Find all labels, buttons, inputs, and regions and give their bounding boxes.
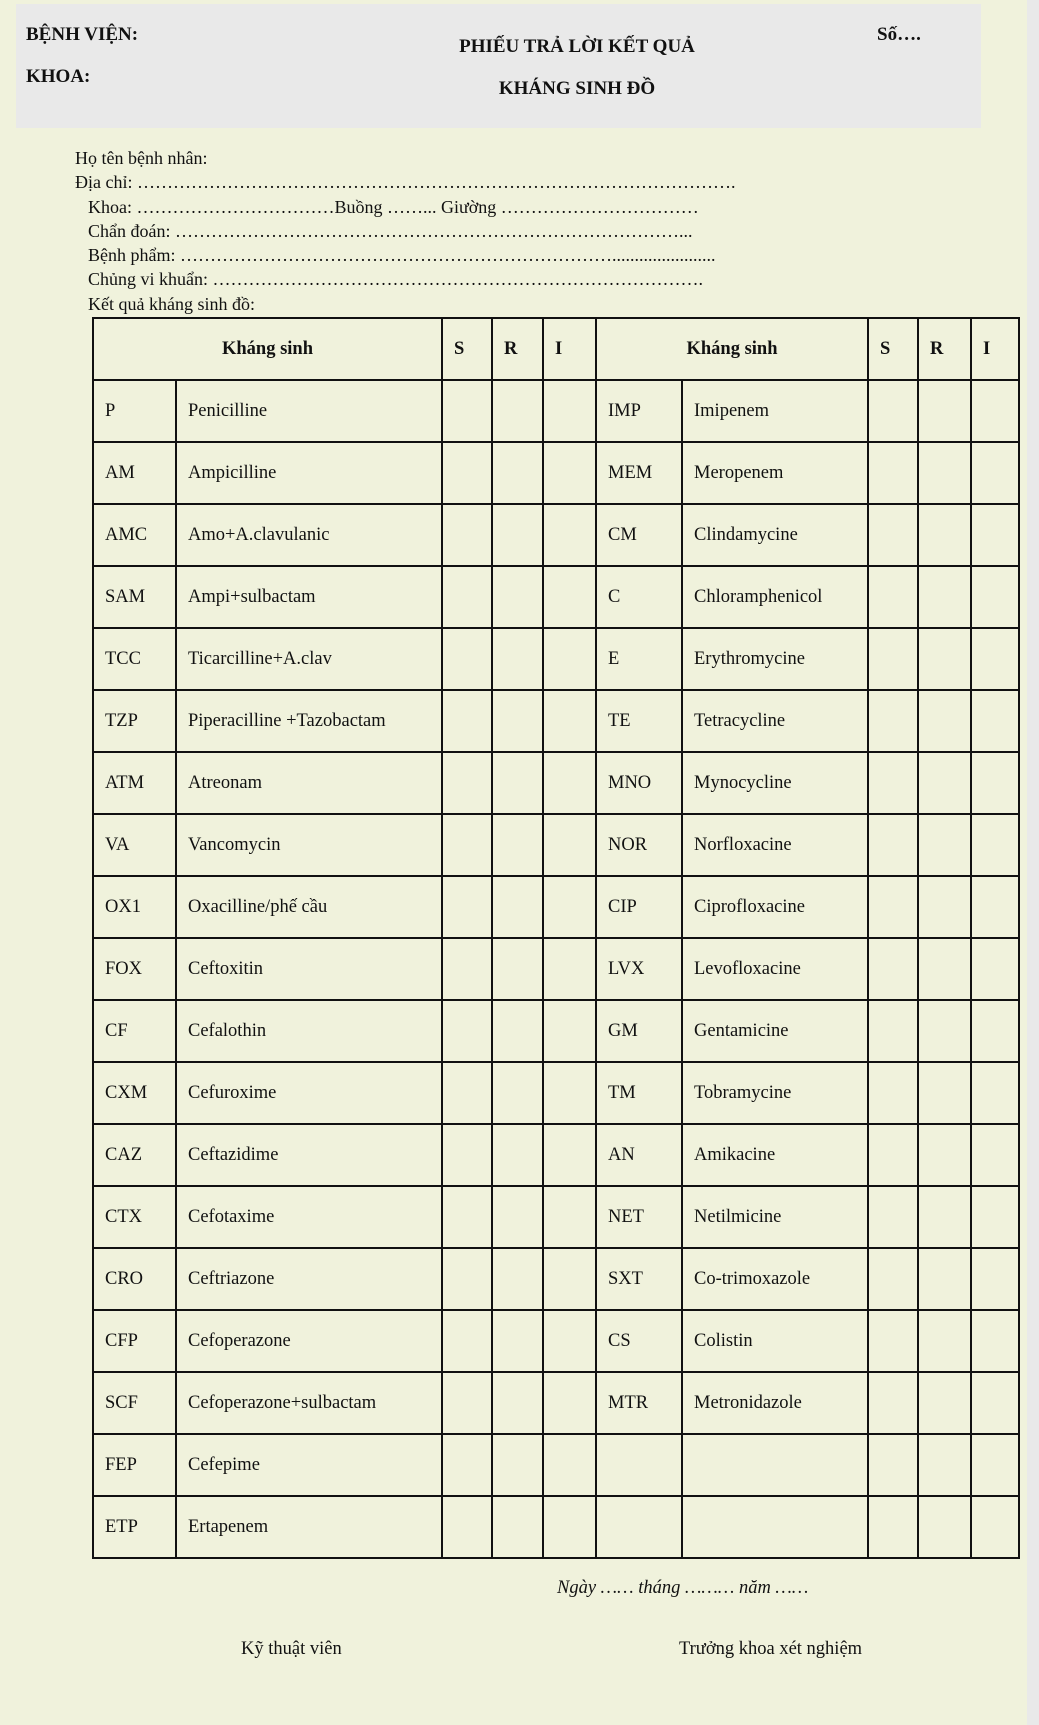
right-s-cell[interactable] — [868, 1372, 918, 1434]
left-r-cell[interactable] — [492, 1000, 543, 1062]
ward-dots: …………………………… — [132, 196, 335, 217]
table-row — [93, 1434, 1019, 1496]
right-s-cell[interactable] — [868, 1496, 918, 1558]
diagnosis-field[interactable] — [75, 219, 735, 243]
right-name-cell: Metronidazole — [682, 1372, 868, 1434]
right-r-cell[interactable] — [918, 814, 971, 876]
right-r-cell[interactable] — [918, 1186, 971, 1248]
diagnosis-dots: …………………………………………………………………………... — [170, 220, 693, 241]
left-s-cell[interactable] — [442, 690, 492, 752]
right-name-cell: Erythromycine — [682, 628, 868, 690]
left-r-cell[interactable] — [492, 690, 543, 752]
right-i-cell[interactable] — [971, 628, 1019, 690]
left-name-cell: Piperacilline +Tazobactam — [176, 690, 442, 752]
left-code-cell: VA — [93, 814, 176, 876]
result-label: Kết quả kháng sinh đồ: — [88, 293, 255, 314]
right-r-cell[interactable] — [918, 504, 971, 566]
right-s-cell[interactable] — [868, 442, 918, 504]
left-r-cell[interactable] — [492, 814, 543, 876]
left-i-cell[interactable] — [543, 1310, 596, 1372]
room-dots: ……... — [382, 196, 442, 217]
left-name-cell: Cefoperazone+sulbactam — [176, 1372, 442, 1434]
left-code-cell: AMC — [93, 504, 176, 566]
right-code-cell: MTR — [596, 1372, 682, 1434]
right-name-cell: Levofloxacine — [682, 938, 868, 1000]
left-s-cell[interactable] — [442, 1496, 492, 1558]
address-dots: ………………………………………………………………………………………. — [132, 172, 736, 193]
left-name-cell: Cefepime — [176, 1434, 442, 1496]
left-i-cell[interactable] — [543, 690, 596, 752]
left-r-cell[interactable] — [492, 1248, 543, 1310]
right-code-cell: C — [596, 566, 682, 628]
left-r-cell[interactable] — [492, 1310, 543, 1372]
result-heading — [75, 292, 735, 316]
table-row — [93, 380, 1019, 442]
table-row — [93, 876, 1019, 938]
right-s-cell[interactable] — [868, 1434, 918, 1496]
right-name-cell: Meropenem — [682, 442, 868, 504]
left-code-cell: SAM — [93, 566, 176, 628]
right-i-cell[interactable] — [971, 504, 1019, 566]
left-s-cell[interactable] — [442, 1310, 492, 1372]
form-header — [16, 4, 981, 128]
left-code-cell: FEP — [93, 1434, 176, 1496]
right-r-cell[interactable] — [918, 1062, 971, 1124]
table-row — [93, 1186, 1019, 1248]
right-s-cell[interactable] — [868, 938, 918, 1000]
lab-head-signature-label: Trưởng khoa xét nghiệm — [679, 1639, 863, 1659]
specimen-dots: ………………………………………………………………....................... — [175, 245, 716, 266]
left-i-cell[interactable] — [543, 628, 596, 690]
left-code-cell: TCC — [93, 628, 176, 690]
right-code-cell: CM — [596, 504, 682, 566]
right-code-cell: CS — [596, 1310, 682, 1372]
right-code-cell: NET — [596, 1186, 682, 1248]
right-s-cell[interactable] — [868, 876, 918, 938]
left-i-cell[interactable] — [543, 876, 596, 938]
left-code-cell: CF — [93, 1000, 176, 1062]
right-code-cell: GM — [596, 1000, 682, 1062]
patient-name-label: Họ tên bệnh nhân: — [75, 148, 208, 168]
right-i-cell[interactable] — [971, 690, 1019, 752]
right-r-cell[interactable] — [918, 1000, 971, 1062]
right-code-cell: SXT — [596, 1248, 682, 1310]
right-s-cell[interactable] — [868, 1248, 918, 1310]
table-row — [93, 690, 1019, 752]
right-i-cell[interactable] — [971, 1310, 1019, 1372]
right-code-cell — [596, 1434, 682, 1496]
right-s-cell[interactable] — [868, 1124, 918, 1186]
right-s-cell[interactable] — [868, 690, 918, 752]
left-i-cell[interactable] — [543, 504, 596, 566]
header-i-right: I — [971, 318, 1019, 380]
left-r-cell[interactable] — [492, 752, 543, 814]
left-r-cell[interactable] — [492, 1434, 543, 1496]
right-i-cell[interactable] — [971, 1186, 1019, 1248]
left-s-cell[interactable] — [442, 442, 492, 504]
right-code-cell: E — [596, 628, 682, 690]
right-i-cell[interactable] — [971, 1062, 1019, 1124]
left-name-cell: Oxacilline/phế cầu — [176, 876, 442, 938]
table-row — [93, 504, 1019, 566]
left-s-cell[interactable] — [442, 814, 492, 876]
right-i-cell[interactable] — [971, 938, 1019, 1000]
right-i-cell[interactable] — [971, 1434, 1019, 1496]
left-i-cell[interactable] — [543, 1496, 596, 1558]
left-s-cell[interactable] — [442, 938, 492, 1000]
right-name-cell: Co-trimoxazole — [682, 1248, 868, 1310]
right-name-cell: Amikacine — [682, 1124, 868, 1186]
left-code-cell: CTX — [93, 1186, 176, 1248]
left-i-cell[interactable] — [543, 1248, 596, 1310]
right-name-cell: Ciprofloxacine — [682, 876, 868, 938]
left-code-cell: ATM — [93, 752, 176, 814]
left-name-cell: Cefuroxime — [176, 1062, 442, 1124]
patient-name-field[interactable] — [75, 146, 735, 170]
header-i-left: I — [543, 318, 596, 380]
left-i-cell[interactable] — [543, 752, 596, 814]
date-line: Ngày …… tháng ……… năm …… — [557, 1578, 809, 1598]
specimen-field[interactable] — [75, 243, 735, 267]
header-r-right: R — [918, 318, 971, 380]
right-r-cell[interactable] — [918, 566, 971, 628]
left-code-cell: FOX — [93, 938, 176, 1000]
right-name-cell: Colistin — [682, 1310, 868, 1372]
bacteria-strain-field[interactable] — [75, 267, 735, 291]
left-i-cell[interactable] — [543, 1434, 596, 1496]
right-s-cell[interactable] — [868, 752, 918, 814]
left-s-cell[interactable] — [442, 1062, 492, 1124]
left-s-cell[interactable] — [442, 1186, 492, 1248]
right-i-cell[interactable] — [971, 1248, 1019, 1310]
right-code-cell: TE — [596, 690, 682, 752]
left-code-cell: CXM — [93, 1062, 176, 1124]
left-s-cell[interactable] — [442, 504, 492, 566]
right-name-cell — [682, 1434, 868, 1496]
left-r-cell[interactable] — [492, 1496, 543, 1558]
header-s-right: S — [868, 318, 918, 380]
table-row — [93, 628, 1019, 690]
left-i-cell[interactable] — [543, 380, 596, 442]
right-code-cell — [596, 1496, 682, 1558]
table-row — [93, 1062, 1019, 1124]
left-r-cell[interactable] — [492, 628, 543, 690]
right-s-cell[interactable] — [868, 814, 918, 876]
form-number-label: Số…. — [877, 24, 921, 45]
right-i-cell[interactable] — [971, 1124, 1019, 1186]
right-code-cell: LVX — [596, 938, 682, 1000]
right-r-cell[interactable] — [918, 876, 971, 938]
table-row — [93, 1248, 1019, 1310]
left-code-cell: OX1 — [93, 876, 176, 938]
right-name-cell: Tobramycine — [682, 1062, 868, 1124]
right-code-cell: TM — [596, 1062, 682, 1124]
left-r-cell[interactable] — [492, 1372, 543, 1434]
left-name-cell: Ertapenem — [176, 1496, 442, 1558]
table-row — [93, 814, 1019, 876]
left-s-cell[interactable] — [442, 628, 492, 690]
right-code-cell: NOR — [596, 814, 682, 876]
right-name-cell: Netilmicine — [682, 1186, 868, 1248]
left-name-cell: Amo+A.clavulanic — [176, 504, 442, 566]
right-name-cell: Gentamicine — [682, 1000, 868, 1062]
left-name-cell: Cefotaxime — [176, 1186, 442, 1248]
right-s-cell[interactable] — [868, 1310, 918, 1372]
left-i-cell[interactable] — [543, 1372, 596, 1434]
room-label: Buồng — [334, 196, 383, 217]
left-name-cell: Ampi+sulbactam — [176, 566, 442, 628]
left-s-cell[interactable] — [442, 1434, 492, 1496]
left-i-cell[interactable] — [543, 442, 596, 504]
left-s-cell[interactable] — [442, 752, 492, 814]
table-row — [93, 1496, 1019, 1558]
right-i-cell[interactable] — [971, 1372, 1019, 1434]
left-i-cell[interactable] — [543, 1124, 596, 1186]
antibiogram-table — [92, 317, 1020, 1559]
table-row — [93, 1372, 1019, 1434]
left-code-cell: SCF — [93, 1372, 176, 1434]
left-name-cell: Ampicilline — [176, 442, 442, 504]
right-code-cell: MEM — [596, 442, 682, 504]
right-code-cell: AN — [596, 1124, 682, 1186]
bacteria-dots: ………………………………………………………………………. — [208, 269, 703, 290]
header-antibiotic-right: Kháng sinh — [596, 318, 868, 380]
left-code-cell: CRO — [93, 1248, 176, 1310]
right-i-cell[interactable] — [971, 876, 1019, 938]
right-r-cell[interactable] — [918, 1310, 971, 1372]
left-i-cell[interactable] — [543, 1000, 596, 1062]
table-body — [93, 380, 1019, 1558]
right-s-cell[interactable] — [868, 1186, 918, 1248]
right-r-cell[interactable] — [918, 1248, 971, 1310]
right-r-cell[interactable] — [918, 1372, 971, 1434]
right-s-cell[interactable] — [868, 380, 918, 442]
right-i-cell[interactable] — [971, 814, 1019, 876]
technician-signature-label: Kỹ thuật viên — [241, 1639, 342, 1659]
left-name-cell: Ticarcilline+A.clav — [176, 628, 442, 690]
left-s-cell[interactable] — [442, 876, 492, 938]
left-r-cell[interactable] — [492, 442, 543, 504]
left-name-cell: Ceftoxitin — [176, 938, 442, 1000]
hospital-label: BỆNH VIỆN: — [26, 24, 139, 45]
left-r-cell[interactable] — [492, 938, 543, 1000]
right-s-cell[interactable] — [868, 628, 918, 690]
left-i-cell[interactable] — [543, 814, 596, 876]
left-name-cell: Cefalothin — [176, 1000, 442, 1062]
patient-info-block — [75, 146, 735, 316]
table-row — [93, 1000, 1019, 1062]
right-name-cell: Clindamycine — [682, 504, 868, 566]
table-row — [93, 1310, 1019, 1372]
table-row — [93, 752, 1019, 814]
right-i-cell[interactable] — [971, 1000, 1019, 1062]
left-r-cell[interactable] — [492, 1062, 543, 1124]
left-s-cell[interactable] — [442, 1000, 492, 1062]
page-edge-strip — [1027, 0, 1039, 1725]
right-name-cell: Mynocycline — [682, 752, 868, 814]
specimen-label: Bệnh phẩm: — [88, 245, 176, 266]
right-r-cell[interactable] — [918, 628, 971, 690]
left-s-cell[interactable] — [442, 1124, 492, 1186]
right-s-cell[interactable] — [868, 566, 918, 628]
left-name-cell: Atreonam — [176, 752, 442, 814]
right-code-cell: IMP — [596, 380, 682, 442]
right-r-cell[interactable] — [918, 1124, 971, 1186]
left-r-cell[interactable] — [492, 1186, 543, 1248]
address-field[interactable] — [75, 170, 735, 194]
left-code-cell: ETP — [93, 1496, 176, 1558]
table-row — [93, 442, 1019, 504]
bacteria-label: Chủng vi khuẩn: — [88, 269, 208, 290]
right-i-cell[interactable] — [971, 1496, 1019, 1558]
form-title-line1: PHIẾU TRẢ LỜI KẾT QUẢ — [459, 36, 695, 57]
header-antibiotic-left: Kháng sinh — [93, 318, 442, 380]
table-row — [93, 938, 1019, 1000]
left-name-cell: Ceftazidime — [176, 1124, 442, 1186]
right-r-cell[interactable] — [918, 1496, 971, 1558]
right-name-cell: Tetracycline — [682, 690, 868, 752]
right-code-cell: CIP — [596, 876, 682, 938]
left-s-cell[interactable] — [442, 1248, 492, 1310]
header-r-left: R — [492, 318, 543, 380]
left-s-cell[interactable] — [442, 1372, 492, 1434]
right-name-cell: Norfloxacine — [682, 814, 868, 876]
left-code-cell: CFP — [93, 1310, 176, 1372]
right-name-cell: Chloramphenicol — [682, 566, 868, 628]
table-row — [93, 566, 1019, 628]
diagnosis-label: Chẩn đoán: — [88, 220, 171, 241]
left-i-cell[interactable] — [543, 1186, 596, 1248]
left-i-cell[interactable] — [543, 938, 596, 1000]
left-i-cell[interactable] — [543, 1062, 596, 1124]
right-r-cell[interactable] — [918, 938, 971, 1000]
right-s-cell[interactable] — [868, 1062, 918, 1124]
left-s-cell[interactable] — [442, 380, 492, 442]
header-s-left: S — [442, 318, 492, 380]
right-i-cell[interactable] — [971, 442, 1019, 504]
department-label: KHOA: — [26, 66, 91, 87]
ward-label: Khoa: — [88, 196, 132, 217]
left-name-cell: Vancomycin — [176, 814, 442, 876]
form-title-line2: KHÁNG SINH ĐỒ — [498, 78, 656, 99]
right-i-cell[interactable] — [971, 380, 1019, 442]
left-code-cell: P — [93, 380, 176, 442]
left-name-cell: Ceftriazone — [176, 1248, 442, 1310]
left-r-cell[interactable] — [492, 380, 543, 442]
ward-room-bed-field[interactable] — [75, 195, 735, 219]
left-r-cell[interactable] — [492, 876, 543, 938]
table-row — [93, 1124, 1019, 1186]
right-r-cell[interactable] — [918, 1434, 971, 1496]
right-code-cell: MNO — [596, 752, 682, 814]
left-i-cell[interactable] — [543, 566, 596, 628]
left-r-cell[interactable] — [492, 566, 543, 628]
left-name-cell: Penicilline — [176, 380, 442, 442]
left-code-cell: CAZ — [93, 1124, 176, 1186]
right-name-cell — [682, 1496, 868, 1558]
right-r-cell[interactable] — [918, 380, 971, 442]
right-r-cell[interactable] — [918, 752, 971, 814]
address-label: Địa chỉ: — [75, 172, 133, 193]
right-s-cell[interactable] — [868, 504, 918, 566]
left-name-cell: Cefoperazone — [176, 1310, 442, 1372]
bed-label: Giường — [441, 196, 497, 217]
left-code-cell: AM — [93, 442, 176, 504]
table-header-row — [93, 318, 1019, 380]
right-name-cell: Imipenem — [682, 380, 868, 442]
right-i-cell[interactable] — [971, 752, 1019, 814]
left-r-cell[interactable] — [492, 504, 543, 566]
right-s-cell[interactable] — [868, 1000, 918, 1062]
right-i-cell[interactable] — [971, 566, 1019, 628]
left-r-cell[interactable] — [492, 1124, 543, 1186]
left-code-cell: TZP — [93, 690, 176, 752]
left-s-cell[interactable] — [442, 566, 492, 628]
right-r-cell[interactable] — [918, 690, 971, 752]
bed-dots: …………………………… — [496, 196, 699, 217]
right-r-cell[interactable] — [918, 442, 971, 504]
